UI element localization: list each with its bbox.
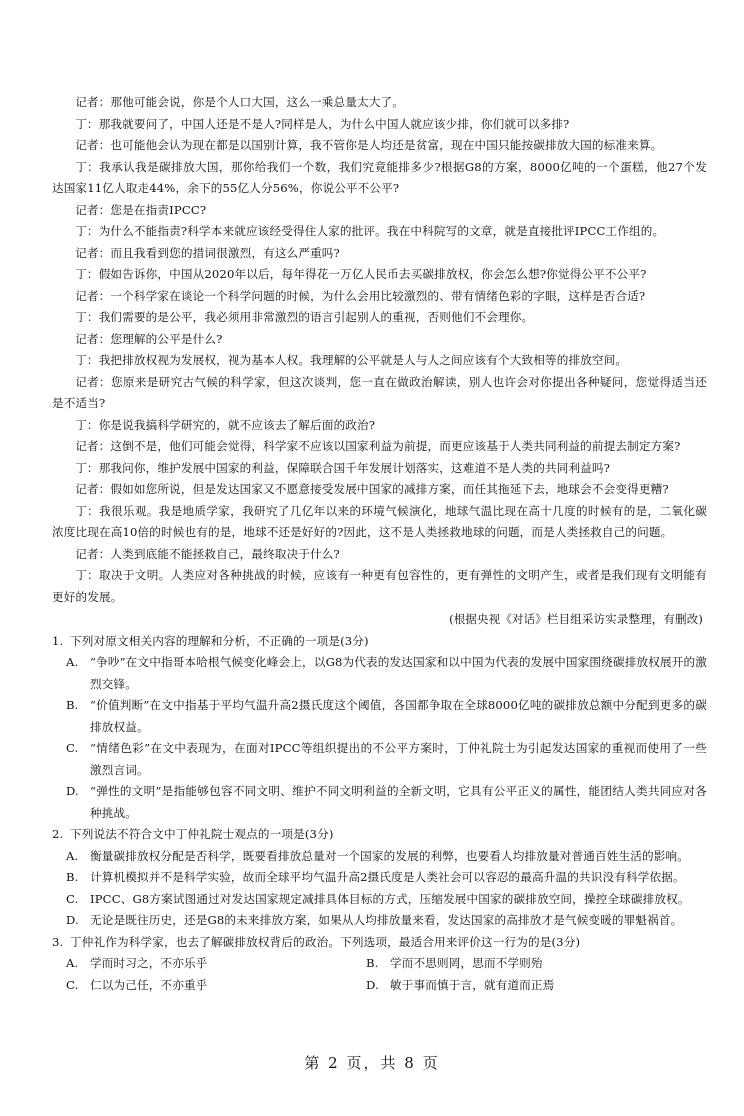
dialogue-text: 我们需要的是公平，我必须用非常激烈的语言引起别人的重视，否则他们不会理你。 [98, 310, 534, 324]
option-c [66, 975, 366, 997]
option-a [66, 846, 707, 868]
question-1-options [52, 652, 707, 824]
speaker-label: 丁： [75, 460, 99, 475]
question-number: 3. [52, 934, 64, 949]
dialogue-line [52, 135, 707, 157]
option-b [66, 867, 707, 889]
speaker-label: 记者： [75, 288, 111, 303]
option-text: 仁以为己任，不亦重乎 [90, 977, 208, 992]
speaker-label: 记者： [75, 202, 111, 217]
dialogue-text: 您原来是研究古气候的科学家，但这次谈判，您一直在做政治解读，别人也许会对你提出各种疑问，您觉得适当还是不适当? [52, 374, 707, 410]
option-text: 学而时习之，不亦乐乎 [90, 956, 208, 970]
option-letter: C. [66, 741, 79, 755]
question-1 [52, 631, 707, 653]
dialogue-line [52, 329, 707, 351]
dialogue-line [52, 286, 707, 308]
question-number: 2. [52, 827, 64, 841]
dialogue-line [52, 565, 707, 608]
dialogue-text: 那我就要问了，中国人还是不是人?同样是人，为什么中国人就应该少排，你们就可以多排? [98, 116, 570, 131]
speaker-label: 丁： [75, 417, 99, 432]
dialogue-line [52, 307, 707, 329]
dialogue-text: 我承认我是碳排放大国，那你给我们一个数，我们究竟能排多少?根据G8的方案，8000亿吨的一个蛋糕，他27个发达国家11亿人取走44%，余下的55亿人分56%，你说公平不公平? [52, 159, 707, 195]
option-letter: D. [66, 913, 79, 927]
option-text: 敏于事而慎于言，就有道而正焉 [390, 977, 555, 992]
option-text: “价值判断”在文中指基于平均气温升高2摄氏度这个阈值，各国都争取在全球8000亿吨的碳排放总额中分配到更多的碳排放权益。 [90, 698, 707, 734]
speaker-label: 丁： [75, 353, 99, 367]
speaker-label: 记者： [75, 245, 111, 260]
option-letter: C. [66, 977, 79, 992]
dialogue-text: 一个科学家在谈论一个科学问题的时候，为什么会用比较激烈的、带有情绪色彩的字眼，这样是否合适? [110, 288, 646, 303]
dialogue-text: 这倒不是，他们可能会觉得，科学家不应该以国家利益为前提，而更应该基于人类共同利益的前提去制定方案? [110, 439, 681, 453]
dialogue-line [52, 458, 707, 480]
dialogue-line [52, 114, 707, 136]
speaker-label: 丁： [75, 116, 99, 131]
dialogue-text: 您理解的公平是什么? [110, 331, 223, 346]
option-text: 无论是既往历史，还是G8的未来排放方案，如果从人均排放量来看，发达国家的高排放才是气候变暖的罪魁祸首。 [90, 913, 683, 927]
dialogue-line [52, 479, 707, 501]
question-2-options [52, 846, 707, 932]
option-d [66, 781, 707, 824]
dialogue-text: 那我问你，维护发展中国家的利益，保障联合国千年发展计划落实，这难道不是人类的共同利益吗? [98, 460, 611, 475]
dialogue-text: 您是在指责IPCC? [110, 202, 207, 217]
option-text: 衡量碳排放权分配是否科学，既要看排放总量对一个国家的发展的利弊，也要看人均排放量对普通百姓生活的影响。 [90, 848, 689, 863]
dialogue-line [52, 350, 707, 372]
option-d [66, 910, 707, 932]
speaker-label: 记者： [75, 439, 111, 453]
dialogue-text: 你是说我搞科学研究的，就不应该去了解后面的政治? [98, 417, 376, 432]
interview-dialogue [52, 92, 707, 608]
option-text: “弹性的文明”是指能够包容不同文明、维护不同文明利益的全新文明，它具有公平正义的属性，能团结人类共同应对各种挑战。 [90, 784, 707, 820]
option-text: IPCC、G8方案试图通过对发达国家规定减排具体目标的方式，压缩发展中国家的碳排放空间，操控全球碳排放权。 [90, 891, 690, 906]
speaker-label: 丁： [75, 568, 100, 582]
dialogue-text: 假如如您所说，但是发达国家又不愿意接受发展中国家的减排方案，而任其拖延下去，地球会不会变得更糟? [110, 482, 669, 496]
option-c [66, 738, 707, 781]
dialogue-line [52, 264, 707, 286]
dialogue-line [52, 243, 707, 265]
document-page [52, 92, 707, 996]
option-letter: B. [66, 870, 79, 884]
option-letter: D. [66, 784, 79, 798]
option-b [66, 695, 707, 738]
option-letter: B. [66, 698, 79, 712]
dialogue-line [52, 200, 707, 222]
speaker-label: 丁： [75, 503, 100, 518]
dialogue-text: 而且我看到您的措词很激烈，有这么严重吗? [110, 245, 340, 260]
dialogue-text: 为什么不能指责?科学本来就应该经受得住人家的批评。我在中科院写的文章，就是直接批评IPCC工作组的。 [98, 224, 665, 238]
option-letter: A. [66, 848, 79, 863]
dialogue-text: 取决于文明。人类应对各种挑战的时候，应该有一种更有包容性的，更有弹性的文明产生，或者是我们现有文明能有更好的发展。 [52, 568, 707, 604]
question-3 [52, 932, 707, 954]
question-2 [52, 824, 707, 846]
question-stem: 丁仲礼作为科学家，也去了解碳排放权背后的政治。下列选项，最适合用来评价这一行为的是(3分) [70, 934, 581, 949]
dialogue-line [52, 221, 707, 243]
question-stem: 下列对原文相关内容的理解和分析，不正确的一项是(3分) [70, 633, 369, 648]
option-a [66, 953, 366, 975]
page-footer: 第 2 页，共 8 页 [304, 1054, 440, 1072]
dialogue-line [52, 372, 707, 415]
dialogue-text: 假如告诉你，中国从2020年以后，每年得花一万亿人民币去买碳排放权，你会怎么想?你觉得公平不公平? [98, 267, 647, 281]
question-number: 1. [52, 633, 64, 648]
dialogue-line [52, 92, 707, 114]
option-letter: C. [66, 891, 79, 906]
speaker-label: 记者： [75, 546, 111, 561]
speaker-label: 记者： [75, 482, 111, 496]
speaker-label: 丁： [75, 159, 100, 174]
question-3-options [52, 953, 707, 996]
option-a [66, 652, 707, 695]
option-text: “情绪色彩”在文中表现为，在面对IPCC等组织提出的不公平方案时，丁仲礼院士为引起发达国家的重视而使用了一些激烈言词。 [90, 741, 707, 777]
option-letter: A. [66, 956, 79, 970]
option-letter: A. [66, 655, 79, 669]
speaker-label: 丁： [75, 310, 99, 324]
dialogue-line [52, 415, 707, 437]
speaker-label: 丁： [75, 267, 99, 281]
option-text: 计算机模拟并不是科学实验，故而全球平均气温升高2摄氏度是人类社会可以容忍的最高升温的共识没有科学依据。 [90, 870, 685, 884]
option-c [66, 889, 707, 911]
speaker-label: 记者： [75, 331, 111, 346]
option-b [366, 953, 666, 975]
dialogue-line [52, 544, 707, 566]
speaker-label: 记者： [75, 138, 111, 152]
speaker-label: 丁： [75, 224, 99, 238]
dialogue-text: 我很乐观。我是地质学家，我研究了几亿年以来的环境气候演化，地球气温比现在高十几度的时候有的是，二氧化碳浓度比现在高10倍的时候也有的是，地球不还是好好的?因此，这不是人类拯救地球的问题，而是人类拯救自己的问题。 [52, 503, 707, 539]
dialogue-line [52, 501, 707, 544]
dialogue-line [52, 436, 707, 458]
option-letter: D. [366, 977, 379, 992]
dialogue-text: 我把排放权视为发展权，视为基本人权。我理解的公平就是人与人之间应该有个大致相等的排放空间。 [98, 353, 628, 367]
dialogue-text: 人类到底能不能拯救自己，最终取决于什么? [110, 546, 340, 561]
speaker-label: 记者： [75, 95, 111, 109]
option-text: “争吵”在文中指哥本哈根气候变化峰会上，以G8为代表的发达国家和以中国为代表的发展中国家围绕碳排放权展开的激烈交锋。 [90, 655, 707, 691]
question-stem: 下列说法不符合文中丁仲礼院士观点的一项是(3分) [70, 827, 334, 841]
dialogue-text: 也可能他会认为现在都是以国别计算，我不管你是人均还是贫富，现在中国只能按碳排放大国的标准来算。 [110, 138, 663, 152]
dialogue-line [52, 157, 707, 200]
dialogue-text: 那他可能会说，你是个人口大国，这么一乘总量太大了。 [110, 95, 405, 109]
option-text: 学而不思则罔，思而不学则殆 [390, 956, 543, 970]
option-letter: B. [366, 956, 379, 970]
option-d [366, 975, 666, 997]
source-note: (根据央视《对话》栏目组采访实录整理，有删改) [449, 612, 703, 626]
speaker-label: 记者： [75, 374, 111, 389]
